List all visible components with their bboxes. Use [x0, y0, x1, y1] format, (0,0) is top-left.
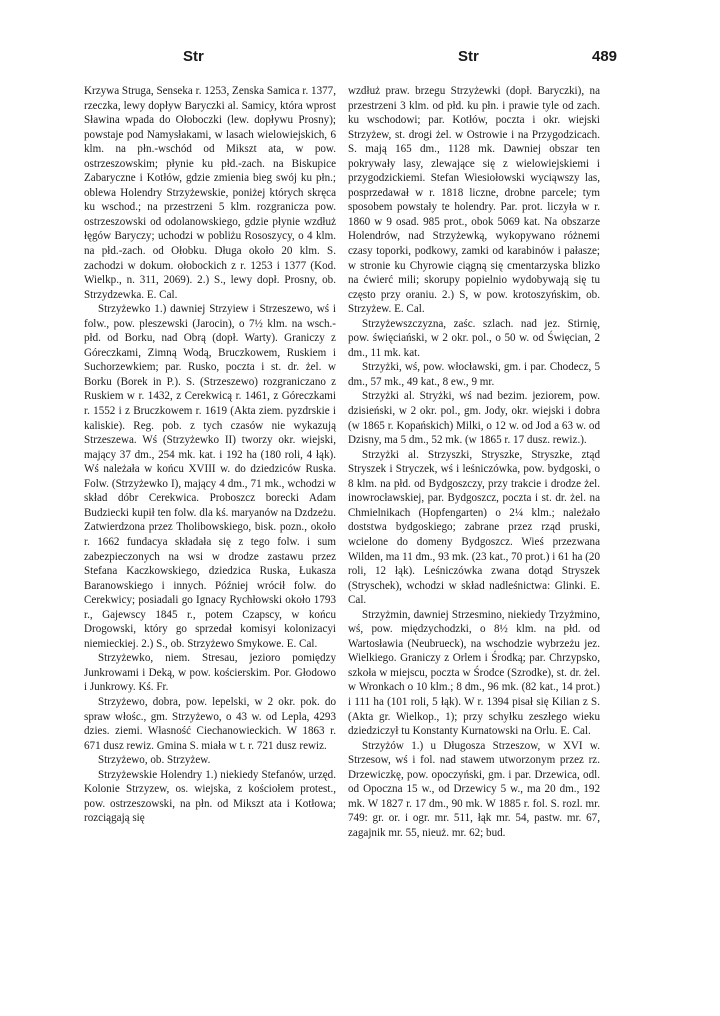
- page-number: 489: [592, 48, 618, 65]
- running-head-left: Str: [183, 48, 204, 65]
- entry-strzyzewskie-holendry: Strzyżewskie Holendry 1.) niekiedy Stefanów, urzęd. Kolonie Strzyzew, os. wiejska, z kościołem protest., pow. ostrzeszowski, na płn. od Mikszt ata i Kotłowa; rozciągają się: [84, 768, 336, 825]
- entry-strzyzow: Strzyżów 1.) u Długosza Strzeszow, w XVI w. Strzesow, wś i fol. nad stawem utworzonym przez rz. Drzewiczkę, pow. opoczyński, gm. i par. Drzewica, odl. od Opoczna 15 w., od Drzewicy 5 w., ma 20 dm., 192 mk. W 1827 r. 17 dm., 90 mk. W 1885 r. fol. S. rozl. mr. 749: gr. or. i ogr. mr. 511, łąk mr. 54, pastw. mr. 67, zagajnik mr. 55, nieuż. mr. 62; bud.: [348, 739, 600, 839]
- entry-strzyzewo-2: Strzyżewo, ob. Strzyżew.: [98, 754, 211, 767]
- entry-strzyzki-1: Strzyżki, wś, pow. włocławski, gm. i par. Chodecz, 5 dm., 57 mk., 49 kat., 8 ew., 9 mr.: [348, 361, 600, 388]
- running-head-center: Str: [458, 48, 479, 65]
- left-column: [84, 84, 336, 826]
- entry-strzyzki-3: Strzyżki al. Strzyszki, Stryszke, Stryszke, ztąd Stryszek i Stryczek, wś i leśniczówka, pow. bydgoski, o 8 klm. na płd. od Bydgoszczy, przy trakcie i drodze żel. inowrocławskiej, par. Bydgoszcz, poczta i st. dr. żel. na Chmielnikach (Hopfengarten) o 2¼ klm.; należało doststwa bydgoskiego; zabrane przez rząd pruski, wcielone do domeny Bydgoszcz. Wieś przezwana Wilden, ma 11 dm., 93 mk. (23 kat., 70 prot.) i 61 ha (20 roli, 12 łąk). Leśniczówka zwana dotąd Stryszek (Stryschek), wchodzi w skład nadleśnictwa: Glinki. E. Cal.: [348, 448, 600, 607]
- entry-continuation: wzdłuż praw. brzegu Strzyżewki (dopł. Baryczki), na przestrzeni 3 klm. od płd. ku płn. i prawie tyle od zach. ku wschodowi; par. Kotłów, poczta i okr. wiejski Strzyżew, st. drogi żel. w Ostrowie i na Przygodzicach. S. mają 165 dm., 1128 mk. Dawniej obszar ten pokrywały lasy, zlewające się z wielowiejskiemi i przygodzickiemi. Stefan Wiesiołowski wyciąwszy las, posprzedawał w r. 1818 liczne, drobne parcele; tym sposobem powstały te holendry. Par. prot. liczyła w r. 1860 w 9 osad. 985 prot., obok 5069 kat. Na obszarze Holendrów, nad Strzyżewką, wykopywano różnemi czasy toporki, podkowy, zamki od karabinów i pałasze; w stronie ku Chyrowie ciągną się cmentarzyska blizko na ćwierć mili; skorupy popielnio wydobywają się tu często przy oraniu. 2.) S, w pow. krotoszyńskim, ob. Strzyżew. E. Cal.: [348, 85, 600, 316]
- entry-strzyzki-2: Strzyżki al. Stryżki, wś nad bezim. jeziorem, pow. dzisieński, w 2 okr. pol., gm. Jody, okr. wiejski i dobra (w 1865 r. Kopańskich) Milki, o 12 w. od Jod a 63 w. od Dzisny, ma 5 dm., 52 mk. (w 1865 r. 17 dusz. rewiz.).: [348, 390, 600, 447]
- entry-strzyzewszczyzna: Strzyżewszczyzna, zaśc. szlach. nad jez. Stirnię, pow. święciański, w 2 okr. pol., o 50 w. od Święcian, 2 dm., 11 mk. kat.: [348, 317, 600, 359]
- entry-krzywa-struga: Krzywa Struga, Senseka r. 1253, Zenska Samica r. 1377, rzeczka, lewy dopływ Baryczki al. Samicy, która wprost Sławina wpada do Ołoboczki (lew. dopływu Prosny); powstaje pod Namysłakami, w lasach wielowiejskich, 6 klm. na płn.-wschód od Mikszt ata, w pow. ostrzeszowskim; płynie ku płd.-zach. na Biskupice Zabaryczne i Kotłów, gdzie zmienia bieg swój ku płn.; oblewa Holendry Strzyżewskie, poniżej których skręca ku wschod.; na przestrzeni 5 klm. rozgranicza pow. ostrzeszowski od odolanowskiego, gdzie płynie wzdłuż łęgów Baryczy; uchodzi w pobliżu Rososzycy, o 4 klm. na płd.-zach. od Ołobku. Długa około 20 klm. S. zachodzi w dokum. ołobockich z r. 1253 i 1377 (Kod. Wielkp., n. 311, 2069). 2.) S., lewy dopł. Prosny, ob. Strzydzewka. E. Cal.: [84, 85, 336, 301]
- entry-strzyzewko-1: Strzyżewko 1.) dawniej Strzyiew i Strzeszewo, wś i folw., pow. pleszewski (Jarocin), o 7½ klm. na wsch.-płd. od Borku, nad Obrą (dopł. Warty). Graniczy z Góreczkami, Zimną Wodą, Bruczkowem, Ruskiem i Suchorzewkiem; par. Rusko, poczta i st. dr. żel. w Borku (Borek in P.). S. (Strzeszewo) rozgraniczano z Ruskiem w r. 1432, z Cerekwicą r. 1461, z Góreczkami r. 1552 i z Bruczkowem r. 1619 (Akta ziem. pyzdrskie i kaliskie). Reg. pob. z tych czasów nie wykazują Strzeszewa. Wś (Strzyżewko II) tworzy okr. wiejski, mający 37 dm., 254 mk. kat. i 192 ha (180 roli, 4 łąk). Wś należała w końcu XVIII w. do dziedziców Ruska. Folw. (Strzyżewko I), mający 4 dm., 71 mk., wchodzi w skład dóbr Cerekwica. Proboszcz borecki Adam Budziecki kupił ten folw. dla kś. maryanów na Dzdzeżu. Zatwierdzona przez Tholibowskiego, bisk. pozn., około r. 1662 fundacya składała się z tego folw. i sum zabezpieczonych na wsi w drodze zastawu przez Stefana Kaczkowskiego, dziedzica Ruska, Łukasza Baranowskiego i innych. Później wrócił folw. do Cerekwicy; posiadali go Ignacy Rychłowski około 1793 r., Gajewscy 1845 r., potem Czapscy, w końcu Drogowski, który go sprzedał komisyi kolonizacyi niemieckiej. 2.) S., ob. Strzyżewo Smykowe. E. Cal.: [84, 303, 336, 650]
- entry-strzyzmin: Strzyżmin, dawniej Strzesmino, niekiedy Trzyżmino, wś, pow. międzychodzki, o 8½ klm. na płd. od Wartosławia (Neubrueck), na wschodzie wybrzeżu jez. Wielkiego. Graniczy z Orlem i Środką; par. Chrzypsko, szkoła w miejscu, poczta w Środce (Szrodke), st. dr. żel. w Wronkach o 10 klm.; 8 dm., 96 mk. (82 kat., 14 prot.) i 111 ha (101 roli, 5 łąk). W r. 1394 pisał się Kilian z S. (Akta gr. Wielkop., 1); przy schyłku zeszłego wieku dziedziczył tu Konstanty Kurnatowski na Orlu. E. Cal.: [348, 608, 600, 738]
- entry-strzyzewo-1: Strzyżewo, dobra, pow. lepelski, w 2 okr. pok. do spraw włośc., gm. Strzyżewo, o 43 w. od Lepla, 4293 dzies. ziemi. Własność Ciechanowieckich. W 1863 r. 671 dusz rewiz. Gmina S. miała w t. r. 721 dusz rewiz.: [84, 695, 336, 752]
- right-column: [348, 84, 600, 840]
- entry-strzyzewko-2: Strzyżewko, niem. Stresau, jezioro pomiędzy Junkrowami i Deką, w pow. kościerskim. Por. Głodowo i Junkrowy. Kś. Fr.: [84, 652, 336, 694]
